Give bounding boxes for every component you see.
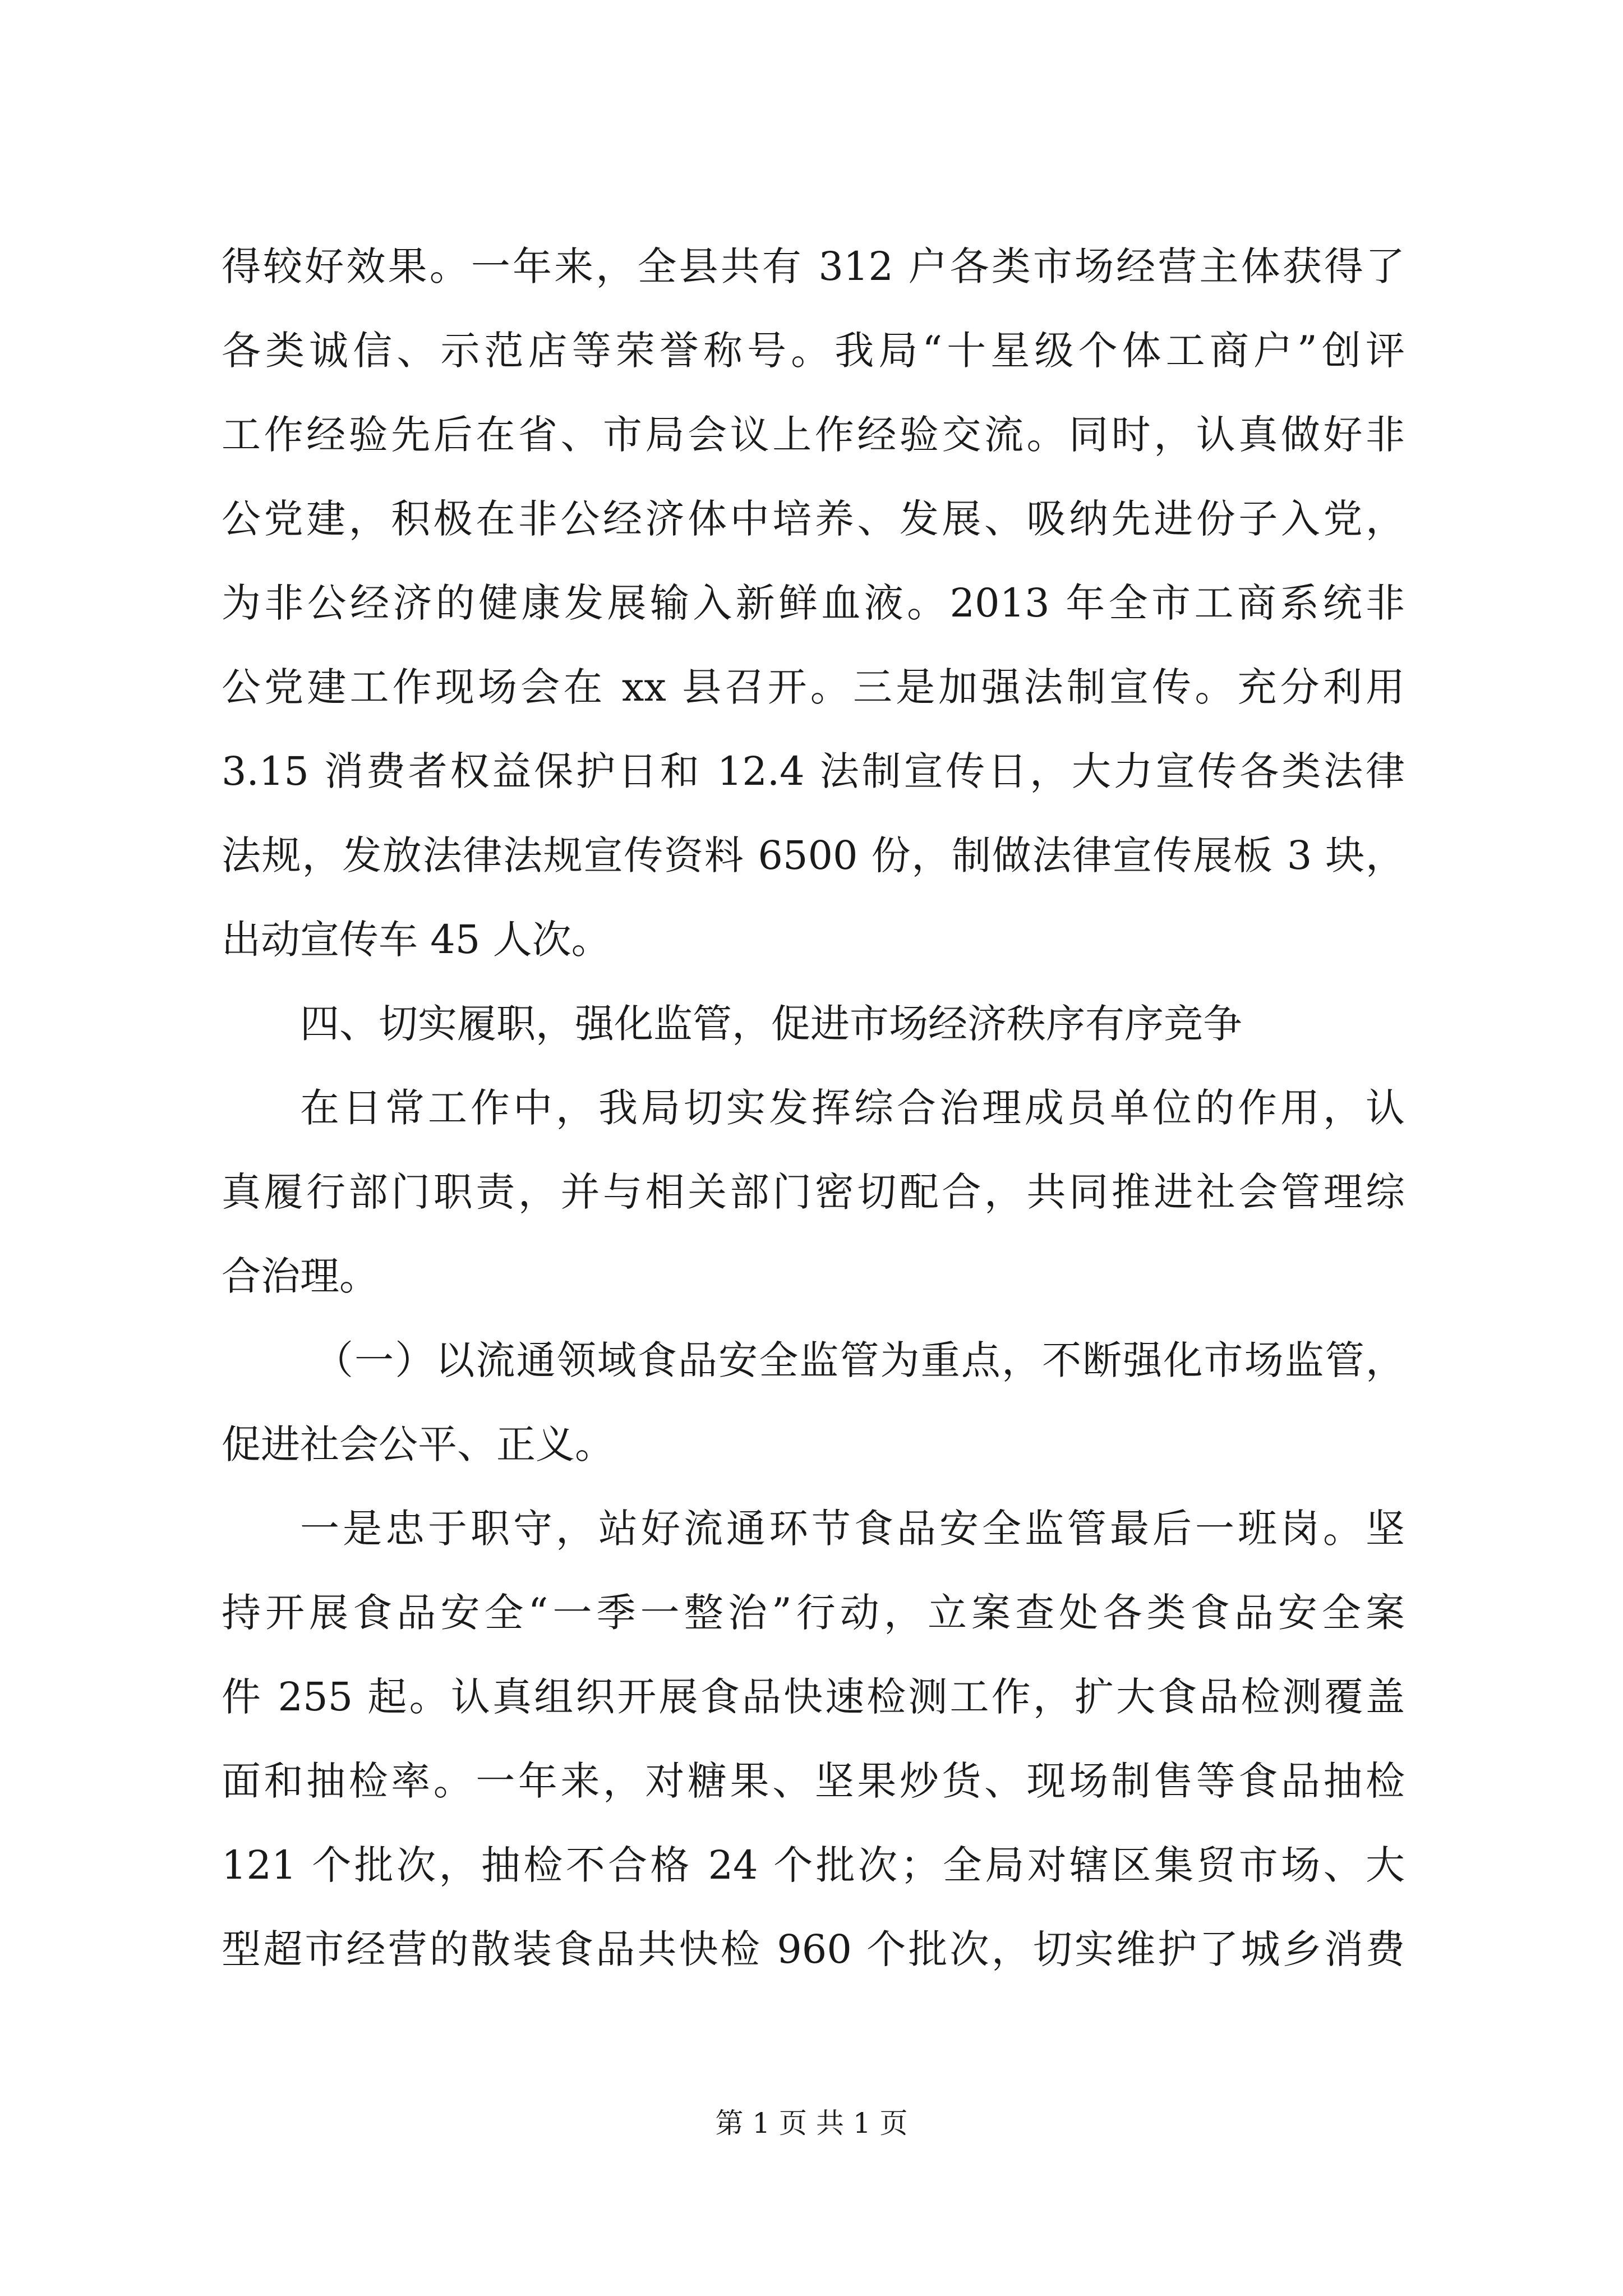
text-line: 各类诚信、示范店等荣誉称号。我局“十星级个体工商户”创评 bbox=[222, 328, 1405, 374]
text-line: 法规，发放法律法规宣传资料 6500 份，制做法律宣传展板 3 块， bbox=[222, 832, 1405, 878]
text-line: 型超市经营的散装食品共快检 960 个批次，切实维护了城乡消费 bbox=[222, 1926, 1405, 1972]
text-line: 在日常工作中，我局切实发挥综合治理成员单位的作用，认 bbox=[300, 1085, 1405, 1131]
subsection-heading: （一）以流通领域食品安全监管为重点，不断强化市场监管， bbox=[314, 1337, 1405, 1383]
text-line: 公党建工作现场会在 xx 县召开。三是加强法制宣传。充分利用 bbox=[222, 664, 1405, 710]
text-line: 出动宣传车 45 人次。 bbox=[222, 917, 611, 963]
text-line: 面和抽检率。一年来，对糖果、坚果炒货、现场制售等食品抽检 bbox=[222, 1758, 1405, 1804]
text-line: 得较好效果。一年来，全县共有 312 户各类市场经营主体获得了 bbox=[222, 243, 1405, 289]
text-line: 促进社会公平、正义。 bbox=[222, 1421, 614, 1467]
text-line: 真履行部门职责，并与相关部门密切配合，共同推进社会管理综 bbox=[222, 1169, 1405, 1215]
text-line: 121 个批次，抽检不合格 24 个批次；全局对辖区集贸市场、大 bbox=[222, 1842, 1405, 1888]
text-line: 一是忠于职守，站好流通环节食品安全监管最后一班岗。坚 bbox=[300, 1506, 1405, 1552]
text-line: 为非公经济的健康发展输入新鲜血液。2013 年全市工商系统非 bbox=[222, 580, 1405, 626]
text-line: 公党建，积极在非公经济体中培养、发展、吸纳先进份子入党， bbox=[222, 496, 1405, 542]
text-line: 合治理。 bbox=[222, 1253, 379, 1299]
text-line: 3.15 消费者权益保护日和 12.4 法制宣传日，大力宣传各类法律 bbox=[222, 748, 1405, 794]
section-heading: 四、切实履职，强化监管，促进市场经济秩序有序竞争 bbox=[300, 1001, 1242, 1047]
text-line: 工作经验先后在省、市局会议上作经验交流。同时，认真做好非 bbox=[222, 412, 1405, 458]
page-footer: 第 1 页 共 1 页 bbox=[715, 2107, 908, 2139]
text-line: 持开展食品安全“一季一整治”行动，立案查处各类食品安全案 bbox=[222, 1590, 1405, 1636]
text-line: 件 255 起。认真组织开展食品快速检测工作，扩大食品检测覆盖 bbox=[222, 1674, 1405, 1720]
document-body bbox=[222, 224, 1405, 1991]
